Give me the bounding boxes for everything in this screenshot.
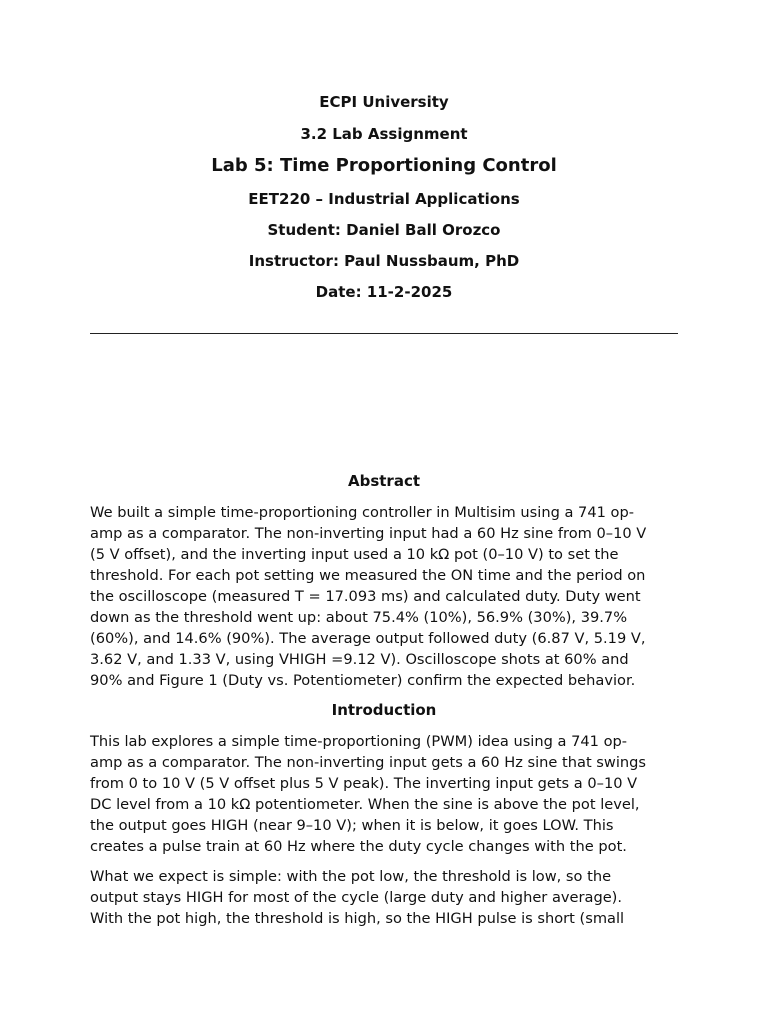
abstract-heading: Abstract xyxy=(347,472,421,490)
text-line: 90% and Figure 1 (Duty vs. Potentiometer) confirm the expected behavior. xyxy=(90,672,636,689)
lab-title: Lab 5: Time Proportioning Control xyxy=(211,155,557,176)
university-name: ECPI University xyxy=(319,93,449,111)
text-line: threshold. For each pot setting we measured the ON time and the period on xyxy=(90,567,646,584)
text-line: the oscilloscope (measured T = 17.093 ms) and calculated duty. Duty went xyxy=(90,588,641,605)
abstract-paragraph xyxy=(90,502,678,691)
text-line: (5 V offset), and the inverting input used a 10 kΩ pot (0–10 V) to set the xyxy=(90,546,619,563)
student-name: Student: Daniel Ball Orozco xyxy=(267,221,501,239)
text-line: What we expect is simple: with the pot low, the threshold is low, so the xyxy=(90,868,612,885)
text-line: DC level from a 10 kΩ potentiometer. When the sine is above the pot level, xyxy=(90,796,640,813)
text-line: (60%), and 14.6% (90%). The average output followed duty (6.87 V, 5.19 V, xyxy=(90,630,646,647)
report-date: Date: 11-2-2025 xyxy=(315,283,453,301)
text-line: from 0 to 10 V (5 V offset plus 5 V peak). The inverting input gets a 0–10 V xyxy=(90,775,638,792)
text-line: With the pot high, the threshold is high, so the HIGH pulse is short (small xyxy=(90,910,625,927)
text-line: output stays HIGH for most of the cycle (large duty and higher average). xyxy=(90,889,623,906)
text-line: the output goes HIGH (near 9–10 V); when it is below, it goes LOW. This xyxy=(90,817,614,834)
assignment-label: 3.2 Lab Assignment xyxy=(300,125,468,143)
instructor-name: Instructor: Paul Nussbaum, PhD xyxy=(248,252,520,270)
course-name: EET220 – Industrial Applications xyxy=(248,190,520,208)
text-line: creates a pulse train at 60 Hz where the duty cycle changes with the pot. xyxy=(90,838,627,855)
introduction-paragraph-1 xyxy=(90,731,678,857)
text-line: 3.62 V, and 1.33 V, using VHIGH =9.12 V). Oscilloscope shots at 60% and xyxy=(90,651,629,668)
text-line: amp as a comparator. The non-inverting input had a 60 Hz sine from 0–10 V xyxy=(90,525,647,542)
title-divider xyxy=(90,333,678,334)
introduction-heading: Introduction xyxy=(331,701,437,719)
text-line: down as the threshold went up: about 75.4% (10%), 56.9% (30%), 39.7% xyxy=(90,609,628,626)
introduction-paragraph-2 xyxy=(90,866,678,929)
text-line: This lab explores a simple time-proportioning (PWM) idea using a 741 op- xyxy=(90,733,628,750)
text-line: We built a simple time-proportioning controller in Multisim using a 741 op- xyxy=(90,504,635,521)
text-line: amp as a comparator. The non-inverting input gets a 60 Hz sine that swings xyxy=(90,754,647,771)
